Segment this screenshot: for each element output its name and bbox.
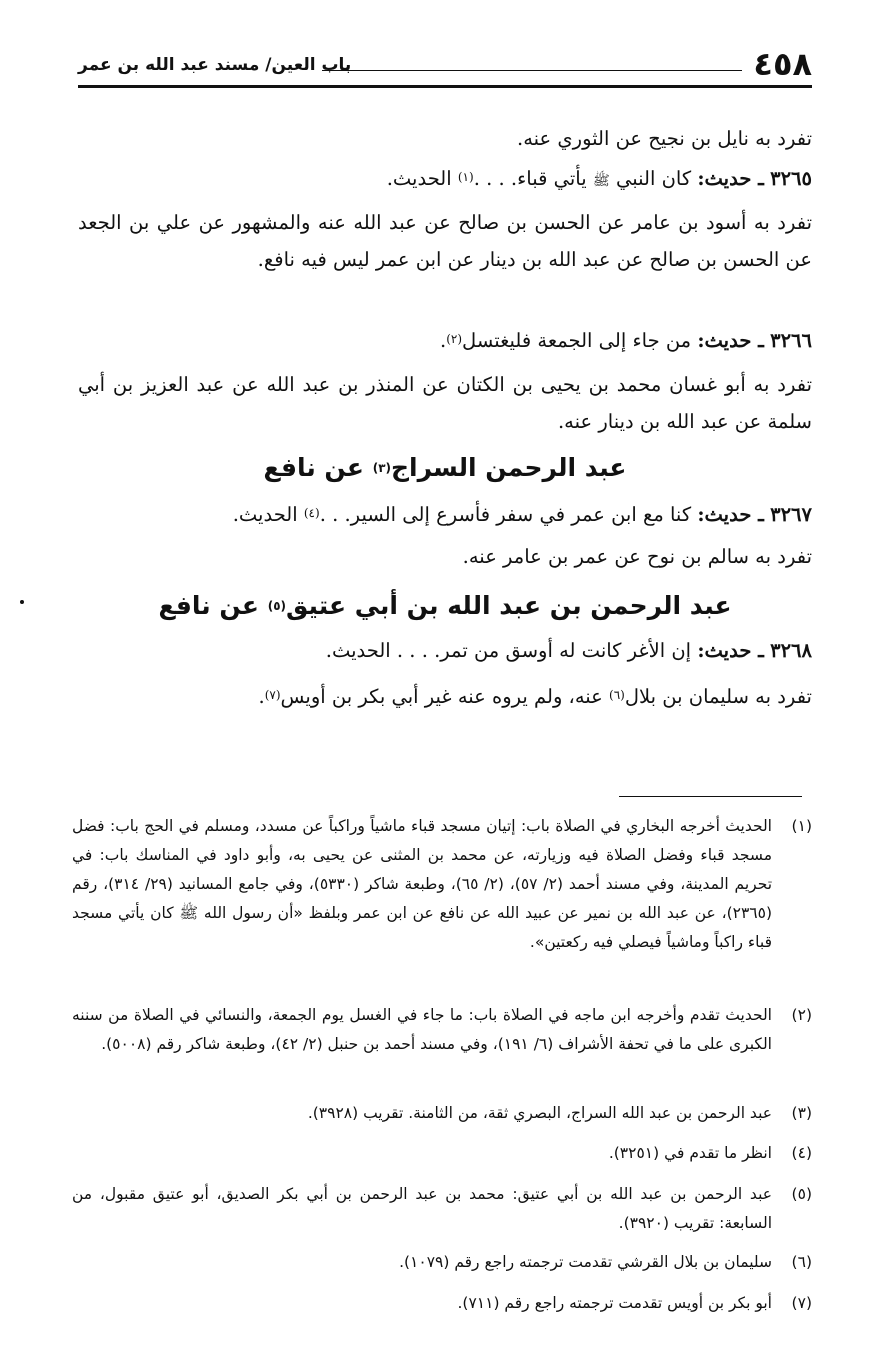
hadith-3265 [78,160,812,200]
hadith-text: الحديث. [232,503,298,526]
paragraph-text: عنه، ولم يروه عنه غير أبي بكر بن أويس [280,685,603,708]
footnote-text: عبد الرحمن بن عبد الله السراج، البصري ثقة، من الثامنة. تقريب (٣٩٢٨). [307,1104,772,1122]
footnote-text: أبو بكر بن أويس تقدمت ترجمته راجع رقم (٧١١). [457,1294,772,1312]
hadith-3266 [78,322,812,359]
paragraph-text: . [258,685,265,708]
footnote-mark: (١) [791,817,812,835]
footnote-text: الحديث تقدم وأخرجه ابن ماجه في الصلاة باب: ما جاء في الغسل يوم الجمعة، والنسائي في الصلاة من سننه الكبرى على ما في تحفة الأشراف (٦/ ١٩١)، وفي مسند أحمد بن حنبل (٢/ ٤٢)، وطبعة شاكر رقم (٥٠٠٨). [72,1006,772,1053]
running-title: باب العين/ مسند عبد الله بن عمر [78,55,352,75]
hadith-text: إن الأغر كانت له أوسق من تمر. . . . الحديث. [325,639,692,662]
footnote-mark: (٧) [791,1294,812,1312]
hadith-label: ـ حديث: [697,329,764,352]
footnote-1 [72,812,812,957]
margin-speck [20,600,24,604]
paragraph-1: تفرد به نايل بن نجيح عن الثوري عنه. [517,127,812,150]
section-heading [78,448,812,488]
paragraph-2: تفرد به أسود بن عامر عن الحسن بن صالح عن عبد الله عنه والمشهور عن علي بن الجعد عن الحسن بن صالح عن عبد الله بن دينار عن ابن عمر ليس فيه نافع. [78,211,812,271]
footnote-text: سليمان بن بلال القرشي تقدمت ترجمته راجع رقم (١٠٧٩). [399,1253,772,1271]
footnote-5 [72,1180,812,1238]
footnote-ref: (٦) [609,688,625,702]
hadith-text: كان النبي [615,167,692,190]
footnote-4 [72,1139,812,1168]
section-heading-text: عن نافع [263,453,365,482]
hadith-text: يأتي قباء. . . . [473,167,587,190]
hadith-text: كنا مع ابن عمر في سفر فأسرع إلى السير. . . [319,503,692,526]
footnote-ref: (٤) [303,506,320,520]
footnote-7 [72,1289,812,1318]
hadith-text: . [440,329,447,352]
footnote-mark: (٤) [791,1144,812,1162]
section-heading-text: عن نافع [158,591,259,620]
hadith-label: ـ حديث: [697,639,764,662]
footnote-3 [72,1099,812,1128]
section-heading [78,586,812,626]
hadith-3267 [78,496,812,533]
page-number: ٤٥٨ [753,45,812,83]
section-heading-text: عبد الرحمن بن عبد الله بن أبي عتيق [286,591,732,620]
footnote-mark: (٢) [791,1006,812,1024]
footnote-mark: (٥) [791,1185,812,1203]
hadith-label: ـ حديث: [697,167,764,190]
footnote-ref: (١) [457,170,474,184]
footnote-mark: (٣) [791,1104,812,1122]
section-heading-text: عبد الرحمن السراج [391,453,627,482]
hadith-text: من جاء إلى الجمعة فليغتسل [462,329,692,352]
footnote-mark: (٦) [791,1253,812,1271]
paragraph-text: تفرد به سليمان بن بلال [624,685,812,708]
hadith-number: ٣٢٦٦ [770,329,812,352]
hadith-label: ـ حديث: [697,503,764,526]
footnote-ref: (٧) [264,688,281,702]
hadith-number: ٣٢٦٥ [770,167,812,190]
hadith-number: ٣٢٦٧ [770,503,812,526]
footnote-ref: (٣) [372,461,392,475]
footnote-ref: (٥) [267,599,286,613]
footnote-text: الحديث أخرجه البخاري في الصلاة باب: إتيان مسجد قباء ماشياً وراكباً عن مسدد، ومسلم في الحج باب: فضل مسجد قباء وفضل الصلاة فيه وزيارته، عن محمد بن المثنى عن يحيى به، وأبو داود في المناسك باب: في تحريم المدينة، وفي مسند أحمد (٢/ ٥٧)، (٢/ ٦٥)، وطبعة شاكر (٥٣٣٠)، وفي جامع المسانيد (٢٩/ ٣١٤)، رقم (٢٣٦٥)، عن عبد الله بن نمير عن عبيد الله عن نافع عن ابن عمر وبلفظ «أن رسول الله ﷺ كان يأتي مسجد قباء راكباً وماشياً فيصلي فيه ركعتين». [72,817,773,951]
footnote-6 [72,1248,812,1277]
footnote-text: عبد الرحمن بن عبد الله بن أبي عتيق: محمد بن عبد الرحمن بن أبي بكر الصديق، أبو عتيق مقبول، من السابعة: تقريب (٣٩٢٠). [72,1185,772,1232]
salutation-glyph: ﷺ [592,173,610,189]
footnote-2 [72,1001,812,1059]
page-header [78,44,812,90]
paragraph-4: تفرد به سالم بن نوح عن عمر بن عامر عنه. [462,545,812,568]
header-rule [78,85,812,88]
hadith-3268 [78,632,812,669]
hadith-number: ٣٢٦٨ [770,639,812,662]
hadith-text: الحديث. [386,167,452,190]
header-leader-line [322,70,742,71]
footnote-text: انظر ما تقدم في (٣٢٥١). [608,1144,772,1162]
footnote-ref: (٢) [446,332,463,346]
paragraph-3: تفرد به أبو غسان محمد بن يحيى بن الكتان عن المنذر بن عبد الله عن عبد العزيز بن أبي سلمة عن عبد الله بن دينار عنه. [78,373,812,433]
footnote-separator [619,796,802,797]
paragraph-5 [78,678,812,715]
